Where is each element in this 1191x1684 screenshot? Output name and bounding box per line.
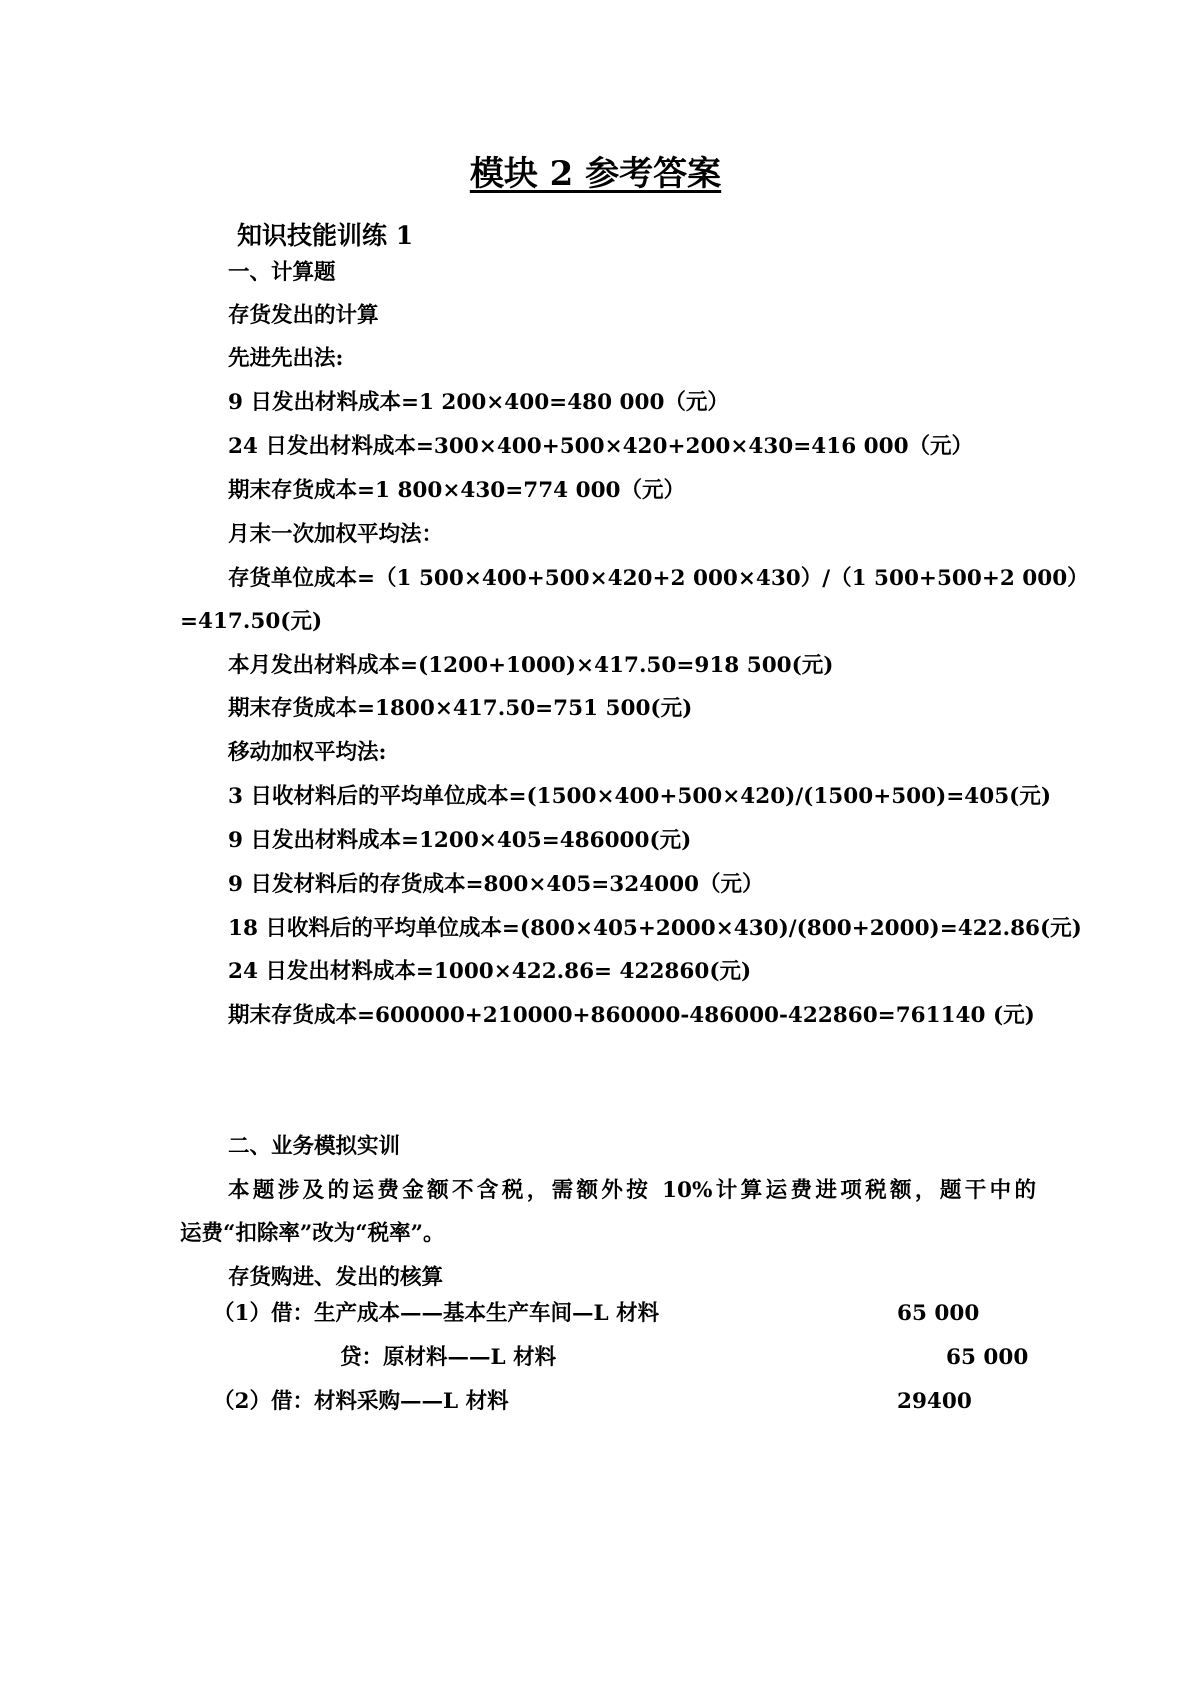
body-line: 9 日发出材料成本=1200×405=486000(元) [228, 828, 692, 853]
body-line: 期末存货成本=600000+210000+860000-486000-422860=761140 (元) [228, 1003, 1035, 1028]
body-line: 运费“扣除率”改为“税率”。 [180, 1221, 445, 1246]
body-line: 24 日发出材料成本=1000×422.86= 422860(元) [228, 959, 752, 984]
section-heading-calculation: 一、计算题 [228, 260, 336, 285]
journal-entry-label: 贷：原材料——L 材料 [340, 1345, 557, 1370]
journal-entry-label: （1）借：生产成本——基本生产车间—L 材料 [213, 1301, 660, 1326]
page-title-text: 模块 2 参考答案 [469, 154, 722, 194]
body-line: 月末一次加权平均法： [228, 522, 444, 547]
body-line: 18 日收料后的平均单位成本=(800×405+2000×430)/(800+2000)=422.86(元) [228, 916, 1082, 941]
body-line: 先进先出法: [228, 346, 344, 371]
journal-entry-label: （2）借：材料采购——L 材料 [213, 1389, 509, 1414]
journal-entry-amount: 29400 [897, 1389, 972, 1414]
page-title [0, 152, 1191, 196]
body-line: 存货发出的计算 [228, 303, 379, 328]
body-line: 本题涉及的运费金额不含税，需额外按 10%计算运费进项税额，题干中的 [228, 1178, 1036, 1203]
subtitle: 知识技能训练 1 [237, 221, 414, 250]
journal-entry-amount: 65 000 [897, 1301, 980, 1326]
body-line: =417.50(元) [180, 609, 323, 634]
body-line: 本月发出材料成本=(1200+1000)×417.50=918 500(元) [228, 653, 834, 678]
body-line: 9 日发出材料成本=1 200×400=480 000（元） [228, 390, 729, 415]
body-line: 3 日收材料后的平均单位成本=(1500×400+500×420)/(1500+500)=405(元) [228, 784, 1051, 809]
body-line: 存货单位成本=（1 500×400+500×420+2 000×430）/（1 500+500+2 000） [228, 566, 1089, 591]
body-line: 存货购进、发出的核算 [228, 1265, 444, 1290]
body-line: 移动加权平均法: [228, 740, 387, 765]
body-line: 期末存货成本=1 800×430=774 000（元） [228, 478, 685, 503]
body-line: 期末存货成本=1800×417.50=751 500(元) [228, 696, 693, 721]
section-heading-practice: 二、业务模拟实训 [228, 1134, 401, 1159]
body-line: 9 日发材料后的存货成本=800×405=324000（元） [228, 872, 764, 897]
journal-entry-amount: 65 000 [946, 1345, 1029, 1370]
body-line: 24 日发出材料成本=300×400+500×420+200×430=416 000（元） [228, 434, 974, 459]
